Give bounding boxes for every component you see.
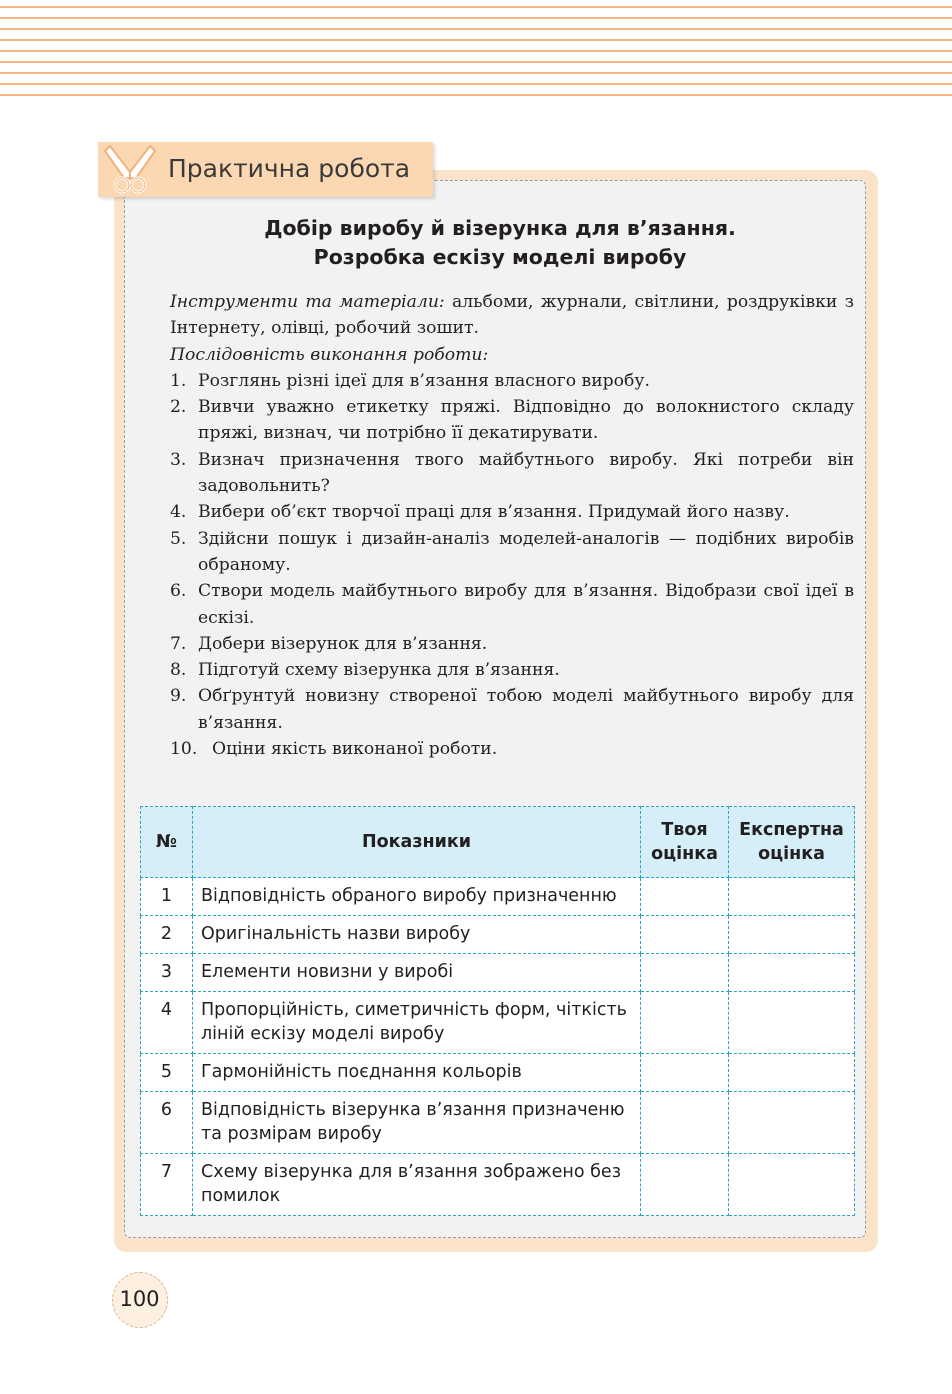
expert-score-cell[interactable] [729,1154,855,1216]
header-num: № [141,807,193,878]
decorative-top-lines [0,0,952,105]
table-row [141,916,855,954]
header-expert-line-1: Експертна [739,820,844,840]
self-score-cell[interactable] [641,954,729,992]
step-text: Визнач призначення твого майбутнього виробу. Які потреби він задовольнить? [198,449,854,497]
page-number-badge [112,1272,168,1328]
self-score-cell[interactable] [641,992,729,1054]
row-number: 4 [141,992,193,1054]
row-number: 2 [141,916,193,954]
evaluation-table [140,806,855,1216]
steps-list [170,368,854,762]
self-score-cell[interactable] [641,878,729,916]
step-text: Здійсни пошук і дизайн-аналіз моделей-аналогів — подібних виробів обраному. [198,528,854,575]
row-number: 5 [141,1054,193,1092]
row-indicator: Гармонійність поєднання кольорів [193,1054,641,1092]
step-number: 10. [170,739,198,760]
self-score-cell[interactable] [641,1054,729,1092]
step-number: 6. [170,581,187,602]
step-text: Створи модель майбутнього виробу для в’язання. Відобрази свої ідеї в ескізі. [198,581,854,628]
step-number: 8. [170,660,187,681]
list-item [170,499,854,525]
header-indicator: Показники [193,807,641,878]
table-row [141,878,855,916]
section-label: Практична робота [168,154,411,183]
table-row [141,1092,855,1154]
list-item [170,683,854,736]
step-text: Вибери об’єкт творчої праці для в’язання. Придумай його назву. [198,502,790,523]
row-indicator: Відповідність обраного виробу призначенню [193,878,641,916]
step-text: Оціни якість виконаної роботи. [212,739,498,760]
sequence-label [170,342,854,368]
step-text: Підготуй схему візерунка для в’язання. [198,660,560,681]
page-title [140,214,860,272]
list-item [170,578,854,631]
step-number: 7. [170,633,187,654]
expert-score-cell[interactable] [729,992,855,1054]
step-number: 1. [170,370,187,391]
page-number: 100 [119,1287,160,1311]
expert-score-cell[interactable] [729,954,855,992]
self-score-cell[interactable] [641,916,729,954]
list-item [170,736,854,762]
instructions [170,289,854,762]
step-number: 9. [170,686,187,707]
row-number: 3 [141,954,193,992]
step-text: Розглянь різні ідеї для в’язання власного виробу. [198,370,650,391]
scissors-icon [100,142,160,197]
title-line-1: Добір виробу й візерунка для в’язання. [264,216,736,240]
header-self-line-2: оцінка [651,844,718,864]
step-number: 3. [170,449,187,470]
table-header-row [141,807,855,878]
table-row [141,1054,855,1092]
row-indicator: Відповідність візерунка в’язання призначеню та розмірам виробу [193,1092,641,1154]
row-number: 6 [141,1092,193,1154]
section-header [98,142,433,197]
table-row [141,1154,855,1216]
list-item [170,394,854,447]
row-indicator: Оригінальність назви виробу [193,916,641,954]
step-number: 5. [170,528,187,549]
header-self-score [641,807,729,878]
expert-score-cell[interactable] [729,878,855,916]
table-row [141,954,855,992]
list-item [170,447,854,500]
list-item [170,368,854,394]
tools-label: Інструменти та матеріали: [170,292,445,312]
header-expert-line-2: оцінка [758,844,825,864]
step-text: Обґрунтуй новизну створеної тобою моделі майбутнього виробу для в’язання. [198,686,854,733]
sequence-label-text: Послідовність виконання роботи: [170,344,489,365]
expert-score-cell[interactable] [729,1092,855,1154]
list-item [170,631,854,657]
self-score-cell[interactable] [641,1154,729,1216]
step-number: 2. [170,397,187,418]
row-number: 1 [141,878,193,916]
self-score-cell[interactable] [641,1092,729,1154]
row-number: 7 [141,1154,193,1216]
title-line-2: Розробка ескізу моделі виробу [313,245,687,269]
step-number: 4. [170,502,187,523]
header-expert-score [729,807,855,878]
table-row [141,992,855,1054]
row-indicator: Елементи новизни у виробі [193,954,641,992]
header-self-line-1: Твоя [661,820,708,840]
step-text: Вивчи уважно етикетку пряжі. Відповідно до волокнистого складу пряжі, визнач, чи потрібно її декатирувати. [198,397,854,444]
expert-score-cell[interactable] [729,1054,855,1092]
list-item [170,657,854,683]
tools-paragraph [170,289,854,342]
expert-score-cell[interactable] [729,916,855,954]
row-indicator: Пропорційність, симетричність форм, чіткість ліній ескізу моделі виробу [193,992,641,1054]
step-text: Добери візерунок для в’язання. [198,633,488,654]
row-indicator: Схему візерунка для в’язання зображено без помилок [193,1154,641,1216]
list-item [170,526,854,579]
tools-text: альбоми, журнали, світлини, роздруківки з Інтернету, олівці, робочий зошит. [170,292,854,339]
